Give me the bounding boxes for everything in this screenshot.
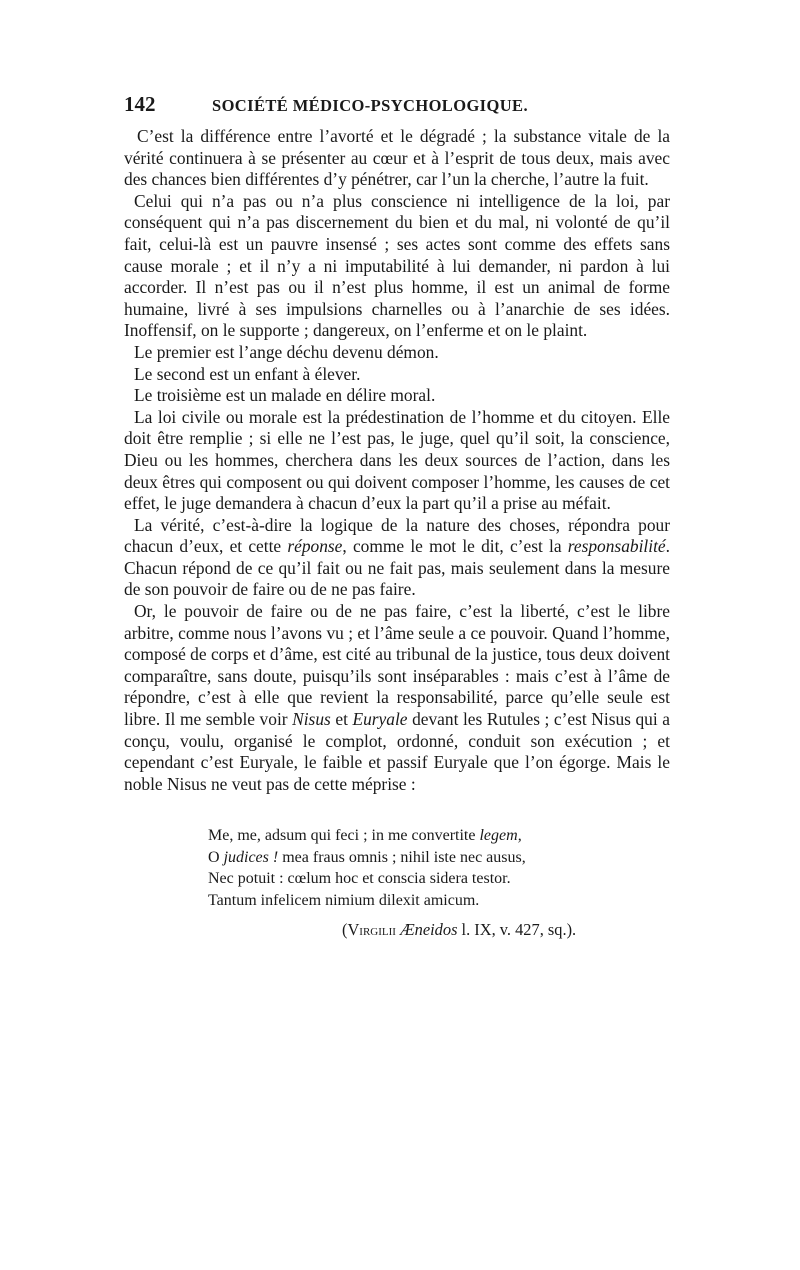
verse-line-1-italic: legem, xyxy=(479,827,522,845)
citation-reference: l. IX, v. 427, sq.). xyxy=(457,920,577,940)
verse-line-2-text-a: O xyxy=(208,848,224,866)
paragraph-7 xyxy=(124,515,670,601)
paragraph-3: Le premier est l’ange déchu devenu démon. xyxy=(134,341,439,362)
verse-line-2-italic: judices ! xyxy=(223,848,279,866)
emphasis-reponse: réponse xyxy=(287,536,343,557)
emphasis-responsabilite: responsabilité xyxy=(567,536,666,557)
citation-author: Virgilii xyxy=(347,920,396,940)
paragraph-7-text-c: , comme le mot le dit, c’est la xyxy=(342,536,568,557)
paragraph-8-text-e: devant les Rutules ; c’est Nisus qui a conçu, voulu, organisé le complot, ordonné, conduit son exécution ; et cependant c’est Euryale, le faible et passif Euryale que l’on égorge. Mais le noble Nisus ne veut pas de cette méprise : xyxy=(124,709,670,794)
emphasis-euryale: Euryale xyxy=(352,709,408,730)
paragraph-8 xyxy=(124,601,670,795)
paragraph-8-text-a: Or, le pouvoir de faire ou de ne pas faire, c’est la liberté, c’est le libre arbitre, comme nous l’avons vu ; et l’âme seule a ce pouvoir. Quand l’homme, composé de corps et d’âme, est cité au tribunal de la justice, tous deux doivent comparaître, sans doute, puisqu’ils sont inséparables : mais c’est à l’âme de répondre, c’est à elle que revient la responsabilité, parce qu’elle seule est libre. Il me semble voir xyxy=(124,601,670,730)
citation xyxy=(342,919,608,941)
citation-work: Æneidos xyxy=(400,920,458,940)
verse-line-3: Nec potuit : cœlum hoc et conscia sidera testor. xyxy=(208,870,511,888)
paragraph-6: La loi civile ou morale est la prédestination de l’homme et du citoyen. Elle doit être remplie ; si elle ne l’est pas, le juge, quel qu’il soit, la conscience, Dieu ou les hommes, cherchera dans les deux sources de l’action, dans les deux êtres qui composent ou qui doivent composer l’homme, les causes de cet effet, le juge demandera à chacun d’eux la part qu’il a prise au méfait. xyxy=(124,406,670,514)
paragraph-1: C’est la différence entre l’avorté et le dégradé ; la substance vitale de la vérité continuera à se présenter au cœur et à l’esprit de tous deux, mais avec des chances bien différentes d’y pénétrer, car l’un la cherche, l’autre la fuit. xyxy=(124,126,670,190)
paragraph-4: Le second est un enfant à élever. xyxy=(134,363,361,384)
citation-open: ( xyxy=(342,920,348,940)
latin-quotation xyxy=(208,825,608,941)
page-number: 142 xyxy=(124,92,156,116)
verse-line-2-text-c: mea fraus omnis ; nihil iste nec ausus, xyxy=(278,848,526,866)
verse-line-2 xyxy=(208,847,608,868)
verse-line-1 xyxy=(208,825,608,846)
paragraph-8-text-c: et xyxy=(330,709,353,730)
book-page xyxy=(124,92,670,941)
emphasis-nisus: Nisus xyxy=(292,709,331,730)
paragraph-2: Celui qui n’a pas ou n’a plus conscience ni intelligence de la loi, par conséquent qui n’a pas discernement du bien et du mal, ni volonté de qu’il fait, celui-là est un pauvre insensé ; ses actes sont comme des effets sans cause morale ; et il n’y a ni imputabilité à lui demander, ni pardon à lui accorder. Il n’est pas ou il n’est plus homme, il est un animal de forme humaine, livré à ses impulsions charnelles ou à l’anarchie de ses idées. Inoffensif, on le supporte ; dangereux, on l’enferme et on le plaint. xyxy=(124,190,670,341)
verse-line-1-text: Me, me, adsum qui feci ; in me convertite xyxy=(208,827,480,845)
paragraph-7-text-a: La vérité, c’est-à-dire la logique de la nature des choses, répondra pour chacun d’eux, et cette xyxy=(124,514,670,557)
page-header xyxy=(124,92,670,122)
running-head: SOCIÉTÉ MÉDICO-PSYCHOLOGIQUE. xyxy=(212,96,528,115)
paragraph-5: Le troisième est un malade en délire moral. xyxy=(134,385,436,406)
verse-line-4: Tantum infelicem nimium dilexit amicum. xyxy=(208,891,480,909)
paragraph-7-text-e: . Chacun répond de ce qu’il fait ou ne fait pas, mais seulement dans la mesure de son pouvoir de faire ou de ne pas faire. xyxy=(124,536,670,600)
